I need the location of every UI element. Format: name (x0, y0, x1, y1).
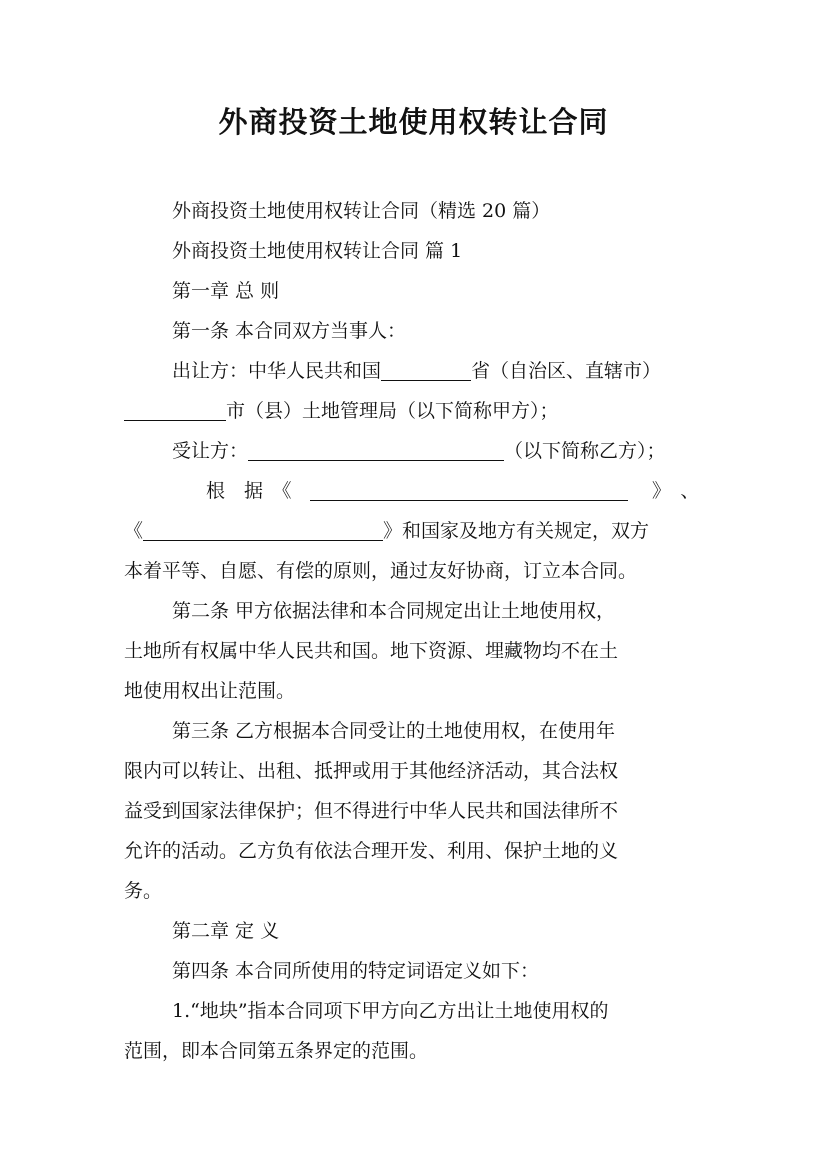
basis-text: 》和国家及地方有关规定，双方 (383, 520, 650, 542)
basis-open-2: 《 (124, 520, 144, 542)
grantee-label: 受让方： (172, 440, 249, 462)
paragraph-line: 范围，即本合同第五条界定的范围。 (124, 1040, 429, 1062)
article-line: 第一条 本合同双方当事人： (172, 320, 407, 342)
paragraph-article-heading: 外商投资土地使用权转让合同 篇 1 (172, 240, 463, 262)
article-3-line: 第三条 乙方根据本合同受让的土地使用权，在使用年 (172, 720, 616, 742)
article-4-line: 第四条 本合同所使用的特定词语定义如下： (172, 960, 540, 982)
paragraph-line: 限内可以转让、出租、抵押或用于其他经济活动，其合法权 (124, 760, 619, 782)
blank-city (124, 398, 226, 421)
blank-province (381, 358, 471, 381)
paragraph-line: 益受到国家法律保护；但不得进行中华人民共和国法律所不 (124, 800, 619, 822)
document-title: 外商投资土地使用权转让合同 (218, 105, 609, 139)
grantee-suffix: （以下简称乙方）； (504, 440, 666, 462)
paragraph-line: 允许的活动。乙方负有依法合理开发、利用、保护土地的义 (124, 840, 619, 862)
basis-line-continued (124, 511, 704, 551)
blank-law-2 (143, 518, 383, 541)
chapter-heading: 第一章 总 则 (172, 280, 280, 302)
paragraph-line: 本着平等、自愿、有偿的原则，通过友好协商，订立本合同。 (124, 560, 638, 582)
paragraph-subtitle: 外商投资土地使用权转让合同（精选 20 篇） (172, 200, 551, 222)
basis-line (124, 471, 704, 511)
blank-grantee (248, 438, 504, 461)
basis-close: 》 、 (651, 480, 700, 502)
grantor-label: 出让方：中华人民共和国 (172, 360, 382, 382)
grantee-line (124, 431, 704, 471)
basis-label: 根 据 《 (206, 480, 292, 502)
paragraph-line: 土地所有权属中华人民共和国。地下资源、埋藏物均不在土 (124, 640, 619, 662)
paragraph-line: 地使用权出让范围。 (124, 680, 296, 702)
definition-line: 1.“地块”指本合同项下甲方向乙方出让土地使用权的 (172, 1000, 609, 1022)
article-2-line: 第二条 甲方依据法律和本合同规定出让土地使用权， (172, 600, 616, 622)
blank-law-1 (310, 478, 628, 501)
paragraph-line: 务。 (124, 880, 163, 902)
chapter-heading: 第二章 定 义 (172, 920, 280, 942)
grantor-province-text: 省（自治区、直辖市） (471, 360, 662, 382)
grantor-line-continued (124, 391, 704, 431)
document-body (124, 191, 704, 1071)
grantor-line (124, 351, 704, 391)
grantor-city-text: 市（县）土地管理局（以下简称甲方）； (226, 400, 559, 422)
